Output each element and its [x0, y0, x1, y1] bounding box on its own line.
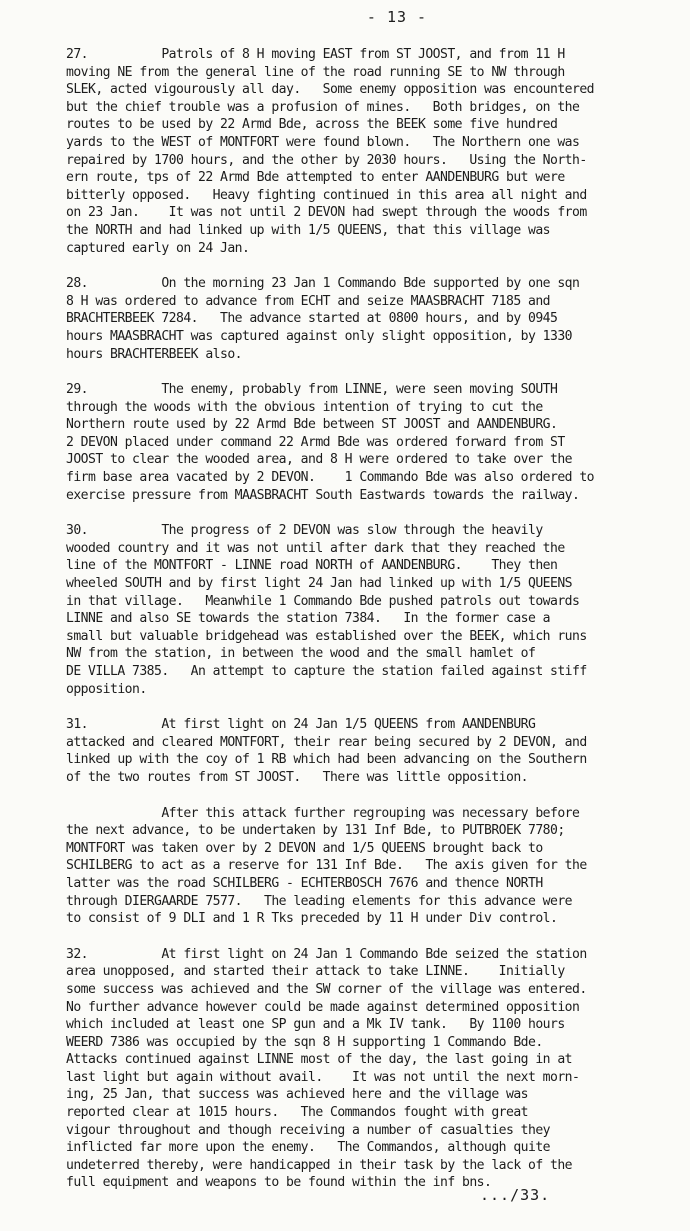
page-number: - 13 - [366, 8, 428, 26]
paragraph-32: 32. At first light on 24 Jan 1 Commando Bde seized the station area unopposed, and started their attack to take LINNE. Initially some success was achieved and the SW corner of the village was entered. No further advance however could be made against determined opposition which included at least one SP gun and a Mk IV tank. By 1100 hours WEERD 7386 was occupied by the sqn 8 H supporting 1 Commando Bde. Attacks continued against LINNE most of the day, the last going in at last light but again without avail. It was not until the next morn- ing, 25 Jan, that success was achieved here and the village was reported clear at 1015 hours. The Commandos fought with great vigour throughout and though receiving a number of casualties they inflicted far more upon the enemy. The Commandos, although quite undeterred thereby, were handicapped in their task by the lack of the full equipment and weapons to be found within the inf bns. [66, 946, 587, 1191]
paragraph-31-continued: After this attack further regrouping was necessary before the next advance, to be undertaken by 131 Inf Bde, to PUTBROEK 7780; MONTFORT was taken over by 2 DEVON and 1/5 QUEENS brought back to SCHILBERG to act as a reserve for 131 Inf Bde. The axis given for the latter was the road SCHILBERG - ECHTERBOSCH 7676 and thence NORTH through DIERGAARDE 7577. The leading elements for this advance were to consist of 9 DLI and 1 R Tks preceded by 11 H under Div control. [66, 805, 587, 927]
paragraph-27: 27. Patrols of 8 H moving EAST from ST JOOST, and from 11 H moving NE from the general line of the road running SE to NW through SLEK, acted vigourously all day. Some enemy opposition was encountered but the chief trouble was a profusion of mines. Both bridges, on the routes to be used by 22 Armd Bde, across the BEEK some five hundred yards to the WEST of MONTFORT were found blown. The Northern one was repaired by 1700 hours, and the other by 2030 hours. Using the North- ern route, tps of 22 Armd Bde attempted to enter AANDENBURG but were bitterly opposed. Heavy fighting continued in this area all night and on 23 Jan. It was not until 2 DEVON had swept through the woods from the NORTH and had linked up with 1/5 QUEENS, that this village was captured early on 24 Jan. [66, 47, 594, 256]
paragraph-28: 28. On the morning 23 Jan 1 Commando Bde supported by one sqn 8 H was ordered to advance from ECHT and seize MAASBRACHT 7185 and BRACHTERBEEK 7284. The advance started at 0800 hours, and by 0945 hours MAASBRACHT was captured against only slight opposition, by 1330 hours BRACHTERBEEK also. [66, 276, 580, 362]
paragraph-30: 30. The progress of 2 DEVON was slow through the heavily wooded country and it was not until after dark that they reached the line of the MONTFORT - LINNE road NORTH of AANDENBURG. They then wheeled SOUTH and by first light 24 Jan had linked up with 1/5 QUEENS in that village. Meanwhile 1 Commando Bde pushed patrols out towards LINNE and also SE towards the station 7384. In the former case a small but valuable bridgehead was established over the BEEK, which runs NW from the station, in between the wood and the small hamlet of DE VILLA 7385. An attempt to capture the station failed against stiff opposition. [66, 523, 587, 697]
paragraph-29: 29. The enemy, probably from LINNE, were seen moving SOUTH through the woods with the obvious intention of trying to cut the Northern route used by 22 Armd Bde between ST JOOST and AANDENBURG. 2 DEVON placed under command 22 Armd Bde was ordered forward from ST JOOST to clear the wooded area, and 8 H were ordered to take over the firm base area vacated by 2 DEVON. 1 Commando Bde was also ordered to exercise pressure from MAASBRACHT South Eastwards towards the railway. [66, 382, 594, 503]
continuation-marker: .../33. [480, 1186, 551, 1204]
paragraph-31: 31. At first light on 24 Jan 1/5 QUEENS from AANDENBURG attacked and cleared MONTFORT, their rear being secured by 2 DEVON, and linked up with the coy of 1 RB which had been advancing on the Southern of the two routes from ST JOOST. There was little opposition. [66, 717, 587, 785]
